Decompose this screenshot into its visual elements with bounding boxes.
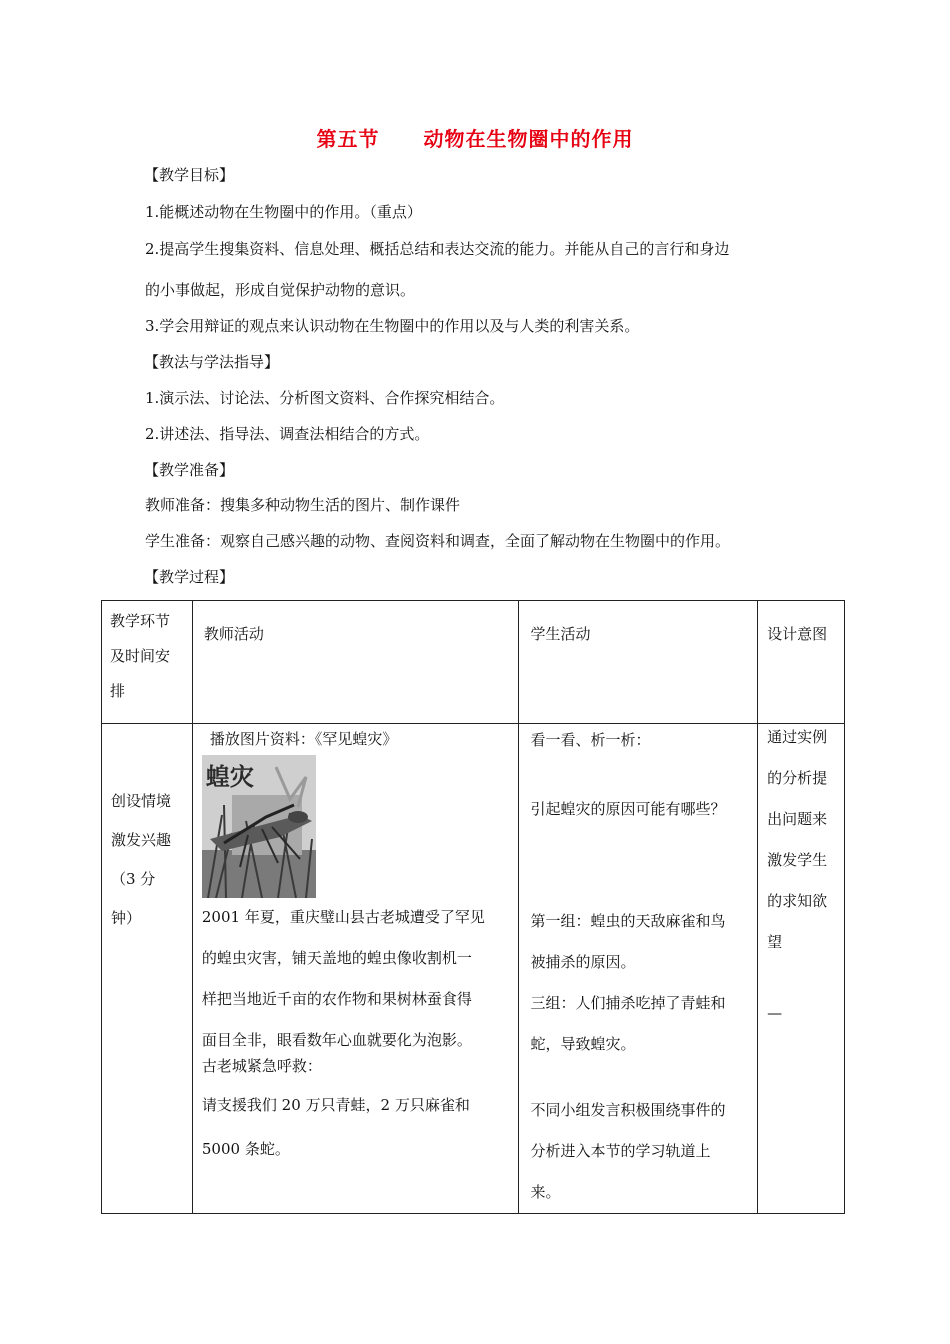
student-preparation: 学生准备：观察自己感兴趣的动物、查阅资料和调查，全面了解动物在生物圈中的作用。 (145, 532, 731, 550)
objective-2: 2.提高学生搜集资料、信息处理、概括总结和表达交流的能力。并能从自己的言行和身边 (145, 240, 730, 258)
header-stage-line: 及时间安 (110, 647, 171, 665)
teacher-story-line: 面目全非，眼看数年心血就要化为泡影。 (201, 1031, 472, 1049)
table-row (102, 724, 845, 1214)
student-activity-cell (519, 724, 758, 1214)
objectives-heading: 【教学目标】 (144, 166, 235, 184)
header-stage-line: 排 (110, 682, 126, 700)
header-stage-line: 教学环节 (110, 612, 171, 630)
design-dash: — (767, 1004, 783, 1022)
methods-heading: 【教法与学法指导】 (144, 353, 280, 371)
header-teacher (192, 601, 519, 724)
teaching-process-table (101, 600, 845, 1214)
teacher-story-line: 样把当地近千亩的农作物和果树林蚕食得 (201, 990, 472, 1008)
stage-cell (102, 724, 193, 1214)
design-line: 的分析提 (767, 769, 828, 787)
design-line: 通过实例 (767, 728, 828, 746)
student-answer-line: 被捕杀的原因。 (530, 953, 636, 971)
student-summary-line: 来。 (530, 1183, 561, 1201)
process-heading: 【教学过程】 (144, 568, 235, 586)
header-design-label: 设计意图 (767, 625, 828, 643)
design-line: 望 (767, 933, 783, 951)
teacher-story-line: 的蝗虫灾害，铺天盖地的蝗虫像收割机一 (201, 949, 472, 967)
header-stage (102, 601, 193, 724)
teacher-call: 古老城紧急呼救： (201, 1057, 322, 1075)
header-student (519, 601, 758, 724)
design-line: 出问题来 (767, 810, 828, 828)
student-activity-intro: 看一看、析一析： (530, 731, 651, 749)
student-summary-line: 分析进入本节的学习轨道上 (530, 1142, 711, 1160)
design-line: 激发学生 (767, 851, 828, 869)
teacher-request-line: 5000 条蛇。 (201, 1140, 290, 1158)
teacher-request-line: 请支援我们 20 万只青蛙，2 万只麻雀和 (201, 1096, 470, 1114)
objective-1: 1.能概述动物在生物圈中的作用。（重点） (145, 203, 422, 221)
table-header-row (102, 601, 845, 724)
header-teacher-label: 教师活动 (203, 625, 264, 643)
method-1: 1.演示法、讨论法、分析图文资料、合作探究相结合。 (145, 389, 505, 407)
teacher-intro: 播放图片资料：《罕见蝗灾》 (209, 730, 398, 748)
section-topic: 动物在生物圈中的作用 (423, 127, 634, 151)
objective-3: 3.学会用辩证的观点来认识动物在生物圈中的作用以及与人类的利害关系。 (145, 317, 640, 335)
header-student-label: 学生活动 (530, 625, 591, 643)
locust-plague-image (202, 755, 316, 898)
teacher-activity-cell (192, 724, 519, 1214)
design-line: 的求知欲 (767, 892, 828, 910)
method-2: 2.讲述法、指导法、调查法相结合的方式。 (145, 425, 430, 443)
preparation-heading: 【教学准备】 (144, 461, 235, 479)
stage-line: 钟） (111, 909, 142, 927)
teacher-preparation: 教师准备：搜集多种动物生活的图片、制作课件 (145, 496, 461, 514)
design-intent-cell (758, 724, 845, 1214)
teacher-story-line: 2001 年夏，重庆璧山县古老城遭受了罕见 (201, 908, 485, 926)
student-summary-line: 不同小组发言积极围绕事件的 (530, 1101, 726, 1119)
student-answer-line: 三组：人们捕杀吃掉了青蛙和 (530, 994, 726, 1012)
student-answer-line: 蛇，导致蝗灾。 (530, 1035, 636, 1053)
header-design (758, 601, 845, 724)
image-caption: 蝗灾 (205, 763, 254, 791)
section-number: 第五节 (316, 127, 380, 151)
student-question: 引起蝗灾的原因可能有哪些？ (530, 800, 726, 818)
stage-line: 激发兴趣 (111, 831, 172, 849)
page-title (0, 123, 950, 152)
stage-line: 创设情境 (111, 792, 172, 810)
student-answer-line: 第一组：蝗虫的天敌麻雀和鸟 (530, 912, 726, 930)
objective-2-cont: 的小事做起，形成自觉保护动物的意识。 (145, 281, 416, 299)
stage-line: （3 分 (111, 870, 156, 888)
